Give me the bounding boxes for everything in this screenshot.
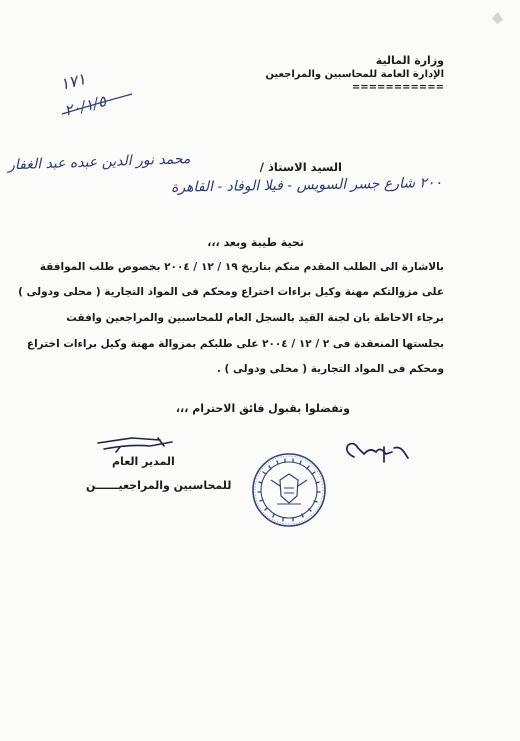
ministry-name: وزارة المالية [375, 54, 444, 67]
header-underline: =========== [351, 82, 444, 93]
body-line-4: بجلستها المنعقدة فى ٢ / ١٢ / ٢٠٠٤ على طلبكم بمزوالة مهنة وكيل براءات اختراع [26, 338, 444, 350]
department-name: الإدارة العامة للمحاسبين والمراجعين [265, 69, 444, 80]
reference-number: ١٧١ [58, 69, 88, 94]
scan-mark-icon [492, 12, 503, 24]
addressee-address: ٢٠٠ شارع جسر السويس - فيلا الوفاد - القاهرة [170, 175, 443, 196]
signature-title: المدير العام [112, 455, 175, 468]
director-signature-icon [98, 438, 172, 452]
greeting: تحية طيبة وبعد ،،، [207, 236, 304, 249]
body-line-1: بالاشارة الى الطلب المقدم منكم بتاريخ ١٩ / ١٢ / ٢٠٠٤ بخصوص طلب الموافقة [39, 261, 444, 273]
closing: وتفضلوا بقبول فائق الاحترام ،،، [175, 402, 350, 415]
addressee-name: محمد نور الدين عبده عبد الغفار [7, 151, 191, 174]
official-stamp-icon [253, 454, 325, 526]
letter-date: ٢٠/١/٥ [62, 92, 108, 120]
signature-department: للمحاسبين والمراجعيــــــن [86, 479, 232, 492]
date-underline [62, 94, 132, 114]
body-line-2: على مزوالتكم مهنة وكيل براءات اختراع ومحكم فى المواد التجارية ( محلى ودولى ) [18, 286, 444, 298]
body-line-5: ومحكم فى المواد التجارية ( محلى ودولى ) . [216, 363, 444, 375]
body-line-3: برجاء الاحاطة بان لجنة القيد بالسجل العام للمحاسبين والمراجعين وافقت [66, 312, 444, 324]
addressee-salutation: السيد الاستاذ / [259, 160, 342, 174]
handwritten-signature-icon [347, 444, 408, 462]
